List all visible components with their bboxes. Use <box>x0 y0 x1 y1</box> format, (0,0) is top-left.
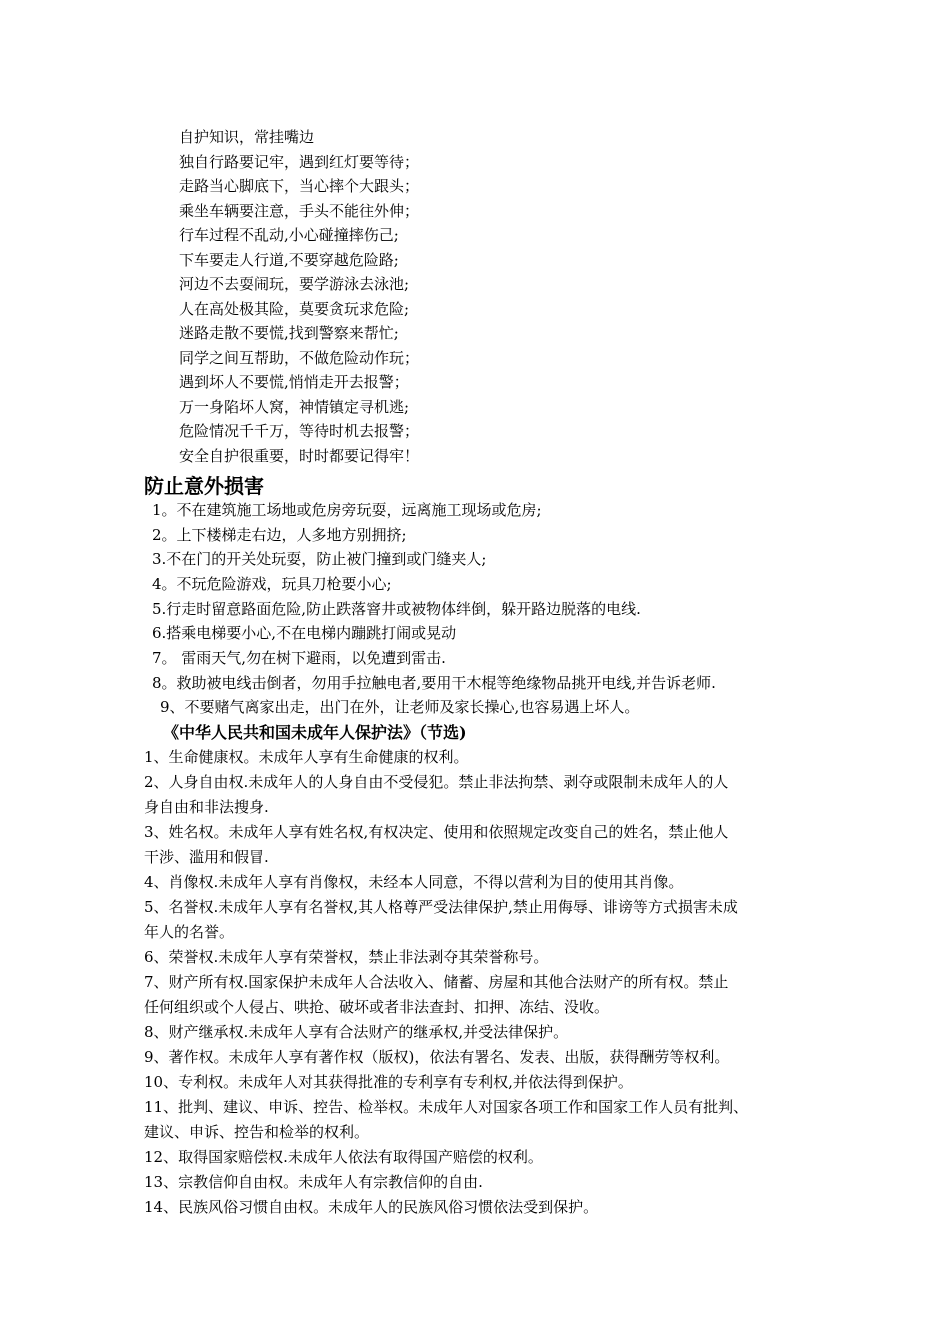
law-line: 建议、申诉、控告和检举的权利。 <box>144 1123 370 1141</box>
poem-line: 安全自护很重要，时时都要记得牢！ <box>179 447 420 465</box>
poem-line: 自护知识，常挂嘴边 <box>179 128 315 146</box>
list-item: 9、不要赌气离家出走，出门在外，让老师及家长操心,也容易遇上坏人。 <box>160 698 640 716</box>
poem-line: 下车要走人行道,不要穿越危险路; <box>179 251 399 269</box>
list-item: 1。不在建筑施工场地或危房旁玩耍，远离施工现场或危房; <box>152 501 542 519</box>
list-item: 5.行走时留意路面危险,防止跌落窨井或被物体绊倒，躲开路边脱落的电线. <box>152 600 641 618</box>
law-line: 5、名誉权.未成年人享有名誉权,其人格尊严受法律保护,禁止用侮辱、诽谤等方式损害未成 <box>144 898 738 916</box>
law-line: 12、取得国家赔偿权.未成年人依法有取得国产赔偿的权利。 <box>144 1148 543 1166</box>
law-line: 7、财产所有权.国家保护未成年人合法收入、储蓄、房屋和其他合法财产的所有权。禁止 <box>144 973 729 991</box>
law-line: 身自由和非法搜身. <box>144 798 269 816</box>
poem-line: 独自行路要记牢，遇到红灯要等待； <box>179 153 420 171</box>
poem-line: 迷路走散不要慌,找到警察来帮忙; <box>179 324 399 342</box>
law-line: 3、姓名权。未成年人享有姓名权,有权决定、使用和依照规定改变自己的姓名，禁止他人 <box>144 823 729 841</box>
law-line: 任何组织或个人侵占、哄抢、破坏或者非法查封、扣押、冻结、没收。 <box>144 998 610 1016</box>
poem-line: 遇到坏人不要慌,悄悄走开去报警； <box>179 373 409 391</box>
list-item: 8。救助被电线击倒者，勿用手拉触电者,要用干木棍等绝缘物品挑开电线,并告诉老师. <box>152 674 716 692</box>
law-line: 年人的名誉。 <box>144 923 235 941</box>
section-heading-minor-protection-law: 《中华人民共和国未成年人保护法》（节选) <box>163 723 467 742</box>
law-line: 干涉、滥用和假冒. <box>144 848 269 866</box>
law-line: 10、专利权。未成年人对其获得批准的专利享有专利权,并依法得到保护。 <box>144 1073 633 1091</box>
law-line: 1、生命健康权。未成年人享有生命健康的权利。 <box>144 748 469 766</box>
law-line: 14、民族风俗习惯自由权。未成年人的民族风俗习惯依法受到保护。 <box>144 1198 599 1216</box>
poem-line: 人在高处极其险，莫要贪玩求危险; <box>179 300 410 318</box>
poem-line: 走路当心脚底下，当心摔个大跟头； <box>179 177 420 195</box>
poem-line: 河边不去耍闹玩，要学游泳去泳池; <box>179 275 410 293</box>
law-line: 9、著作权。未成年人享有著作权（版权)，依法有署名、发表、出版，获得酬劳等权利。 <box>144 1048 730 1066</box>
poem-line: 乘坐车辆要注意，手头不能往外伸； <box>179 202 420 220</box>
poem-line: 万一身陷坏人窝，神情镇定寻机逃; <box>179 398 410 416</box>
poem-line: 同学之间互帮助，不做危险动作玩； <box>179 349 420 367</box>
list-item: 3.不在门的开关处玩耍，防止被门撞到或门缝夹人; <box>152 550 487 568</box>
list-item: 2。上下楼梯走右边，人多地方别拥挤; <box>152 526 407 544</box>
law-line: 8、财产继承权.未成年人享有合法财产的继承权,并受法律保护。 <box>144 1023 569 1041</box>
list-item: 7。 雷雨天气,勿在树下避雨，以免遭到雷击. <box>152 649 446 667</box>
law-line: 13、宗教信仰自由权。未成年人有宗教信仰的自由. <box>144 1173 483 1191</box>
list-item: 6.搭乘电梯要小心,不在电梯内蹦跳打闹或晃动 <box>152 624 457 642</box>
law-line: 11、批判、建议、申诉、控告、检举权。未成年人对国家各项工作和国家工作人员有批判、 <box>144 1098 749 1116</box>
law-line: 6、荣誉权.未成年人享有荣誉权，禁止非法剥夺其荣誉称号。 <box>144 948 549 966</box>
list-item: 4。不玩危险游戏，玩具刀枪要小心; <box>152 575 392 593</box>
poem-line: 危险情况千千万，等待时机去报警； <box>179 422 420 440</box>
poem-line: 行车过程不乱动,小心碰撞摔伤己; <box>179 226 399 244</box>
law-line: 2、人身自由权.未成年人的人身自由不受侵犯。禁止非法拘禁、剥夺或限制未成年人的人 <box>144 773 729 791</box>
law-line: 4、肖像权.未成年人享有肖像权，未经本人同意，不得以营利为目的使用其肖像。 <box>144 873 684 891</box>
section-heading-accident-prevention: 防止意外损害 <box>144 474 264 498</box>
